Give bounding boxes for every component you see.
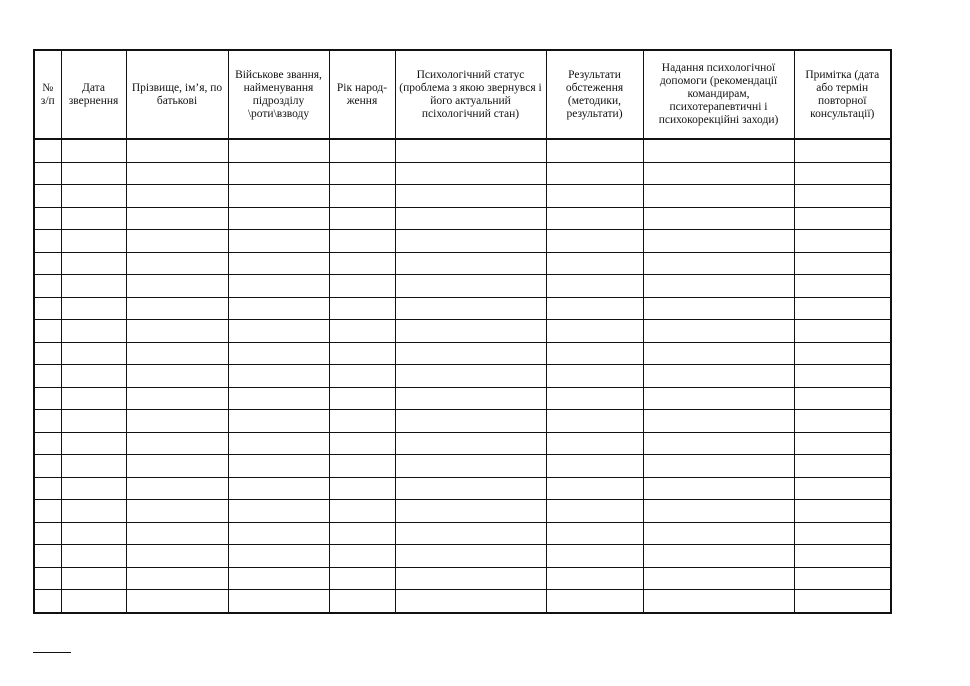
table-cell: [126, 275, 228, 298]
table-cell: [329, 139, 395, 162]
col-header-exam-results: Результати обстеження (методики, результати): [546, 50, 643, 139]
col-header-birth-year: Рік народ-ження: [329, 50, 395, 139]
table-body: [34, 139, 891, 613]
table-cell: [61, 500, 126, 523]
table-cell: [329, 275, 395, 298]
table-cell: [228, 297, 329, 320]
table-cell: [61, 162, 126, 185]
footnote-rule: [33, 652, 71, 653]
table-cell: [643, 410, 794, 433]
table-cell: [61, 590, 126, 613]
table-cell: [794, 500, 891, 523]
table-cell: [794, 252, 891, 275]
table-cell: [546, 139, 643, 162]
table-cell: [126, 410, 228, 433]
table-cell: [395, 162, 546, 185]
table-cell: [546, 320, 643, 343]
table-cell: [228, 477, 329, 500]
table-cell: [329, 207, 395, 230]
table-cell: [34, 477, 61, 500]
table-cell: [794, 230, 891, 253]
table-cell: [34, 230, 61, 253]
table-cell: [34, 545, 61, 568]
table-cell: [228, 342, 329, 365]
table-cell: [126, 139, 228, 162]
table-header: [34, 50, 891, 139]
table-cell: [126, 545, 228, 568]
table-cell: [395, 522, 546, 545]
table-cell: [643, 139, 794, 162]
table-cell: [34, 275, 61, 298]
col-header-assistance: Надання психологічної допомоги (рекомендації командирам, психотерапевтичні і психокорекційні заходи): [643, 50, 794, 139]
table-cell: [228, 590, 329, 613]
table-row: [34, 297, 891, 320]
table-cell: [794, 567, 891, 590]
table-cell: [643, 545, 794, 568]
table-cell: [126, 500, 228, 523]
table-cell: [546, 567, 643, 590]
table-cell: [395, 455, 546, 478]
table-cell: [395, 365, 546, 388]
table-cell: [126, 455, 228, 478]
table-row: [34, 432, 891, 455]
table-row: [34, 455, 891, 478]
table-cell: [329, 162, 395, 185]
table-cell: [126, 432, 228, 455]
table-row: [34, 410, 891, 433]
table-cell: [395, 387, 546, 410]
table-cell: [329, 567, 395, 590]
table-cell: [61, 545, 126, 568]
table-cell: [228, 567, 329, 590]
table-cell: [794, 185, 891, 208]
table-cell: [395, 185, 546, 208]
table-cell: [126, 590, 228, 613]
table-cell: [329, 545, 395, 568]
col-header-date: Дата звернення: [61, 50, 126, 139]
table-row: [34, 522, 891, 545]
table-cell: [228, 545, 329, 568]
table-cell: [34, 432, 61, 455]
table-cell: [395, 477, 546, 500]
table-cell: [395, 230, 546, 253]
table-cell: [228, 207, 329, 230]
table-cell: [643, 252, 794, 275]
table-cell: [61, 320, 126, 343]
table-cell: [643, 387, 794, 410]
table-cell: [61, 207, 126, 230]
table-row: [34, 477, 891, 500]
table-cell: [643, 365, 794, 388]
table-cell: [34, 522, 61, 545]
table-cell: [34, 500, 61, 523]
table-cell: [329, 230, 395, 253]
table-cell: [794, 139, 891, 162]
col-header-full-name: Прізвище, ім’я, по батькові: [126, 50, 228, 139]
table-cell: [395, 500, 546, 523]
table-cell: [329, 410, 395, 433]
table-cell: [61, 455, 126, 478]
table-cell: [34, 567, 61, 590]
table-cell: [34, 365, 61, 388]
table-cell: [61, 185, 126, 208]
table-cell: [61, 387, 126, 410]
table-cell: [329, 477, 395, 500]
table-row: [34, 275, 891, 298]
table-cell: [643, 275, 794, 298]
table-cell: [794, 162, 891, 185]
table-cell: [395, 207, 546, 230]
table-row: [34, 342, 891, 365]
table-row: [34, 185, 891, 208]
table-cell: [546, 432, 643, 455]
table-row: [34, 567, 891, 590]
table-cell: [546, 342, 643, 365]
table-cell: [34, 252, 61, 275]
table-cell: [34, 297, 61, 320]
table-cell: [126, 342, 228, 365]
table-cell: [126, 387, 228, 410]
table-row: [34, 590, 891, 613]
table-cell: [643, 342, 794, 365]
table-cell: [643, 162, 794, 185]
table-cell: [643, 500, 794, 523]
table-cell: [126, 477, 228, 500]
table-cell: [546, 297, 643, 320]
table-cell: [228, 410, 329, 433]
table-cell: [329, 455, 395, 478]
table-cell: [546, 252, 643, 275]
table-cell: [34, 207, 61, 230]
table-cell: [34, 139, 61, 162]
table-cell: [126, 297, 228, 320]
col-header-psych-status: Психологічний статус (проблема з якою звернувся і його актуальний псіхологічний стан): [395, 50, 546, 139]
table-cell: [395, 410, 546, 433]
table-cell: [794, 455, 891, 478]
table-cell: [61, 477, 126, 500]
table-cell: [329, 342, 395, 365]
table-cell: [228, 522, 329, 545]
table-cell: [61, 410, 126, 433]
table-cell: [643, 185, 794, 208]
table-cell: [546, 522, 643, 545]
table-cell: [126, 320, 228, 343]
table-cell: [61, 567, 126, 590]
table-cell: [643, 455, 794, 478]
table-cell: [329, 365, 395, 388]
table-cell: [395, 275, 546, 298]
table-cell: [643, 297, 794, 320]
table-cell: [643, 477, 794, 500]
table-cell: [546, 455, 643, 478]
table-row: [34, 365, 891, 388]
table-cell: [546, 207, 643, 230]
table-cell: [34, 320, 61, 343]
table-cell: [329, 590, 395, 613]
table-cell: [34, 185, 61, 208]
table-cell: [794, 477, 891, 500]
table-cell: [61, 522, 126, 545]
table-cell: [126, 185, 228, 208]
table-cell: [61, 297, 126, 320]
table-cell: [61, 252, 126, 275]
table-cell: [794, 432, 891, 455]
table-cell: [228, 500, 329, 523]
table-cell: [126, 365, 228, 388]
table-cell: [546, 477, 643, 500]
table-cell: [395, 545, 546, 568]
table-cell: [794, 365, 891, 388]
table-cell: [643, 230, 794, 253]
table-cell: [643, 522, 794, 545]
table-cell: [126, 567, 228, 590]
table-cell: [546, 185, 643, 208]
table-cell: [794, 410, 891, 433]
table-cell: [546, 365, 643, 388]
table-cell: [228, 365, 329, 388]
table-cell: [126, 230, 228, 253]
table-cell: [329, 252, 395, 275]
table-cell: [228, 252, 329, 275]
table-cell: [61, 432, 126, 455]
table-cell: [34, 455, 61, 478]
table-cell: [61, 230, 126, 253]
table-cell: [643, 207, 794, 230]
table-cell: [794, 207, 891, 230]
table-cell: [546, 590, 643, 613]
table-cell: [228, 185, 329, 208]
table-cell: [794, 590, 891, 613]
table-cell: [126, 207, 228, 230]
table-cell: [329, 522, 395, 545]
table-cell: [126, 162, 228, 185]
table-cell: [329, 500, 395, 523]
table-cell: [794, 297, 891, 320]
table-cell: [395, 252, 546, 275]
table-cell: [34, 410, 61, 433]
table-cell: [126, 522, 228, 545]
col-header-rank-unit: Військове звання, найменування підрозділу \роти\взводу: [228, 50, 329, 139]
table-cell: [794, 522, 891, 545]
table-cell: [228, 275, 329, 298]
table-cell: [546, 387, 643, 410]
table-cell: [228, 230, 329, 253]
table-cell: [794, 320, 891, 343]
consultation-log-table: [33, 49, 892, 614]
table-cell: [61, 342, 126, 365]
header-row: [34, 50, 891, 139]
col-header-note: Примітка (дата або термін повторної консультації): [794, 50, 891, 139]
table-cell: [794, 275, 891, 298]
table-cell: [395, 297, 546, 320]
table-cell: [228, 432, 329, 455]
table-cell: [228, 320, 329, 343]
table-row: [34, 252, 891, 275]
table-cell: [61, 365, 126, 388]
table-cell: [329, 320, 395, 343]
table-cell: [228, 455, 329, 478]
table-cell: [228, 162, 329, 185]
table-cell: [329, 297, 395, 320]
table-row: [34, 500, 891, 523]
table-cell: [395, 567, 546, 590]
table-cell: [34, 387, 61, 410]
table-cell: [329, 185, 395, 208]
table-cell: [126, 252, 228, 275]
table-cell: [643, 320, 794, 343]
table-cell: [34, 342, 61, 365]
table-cell: [395, 139, 546, 162]
table-cell: [794, 342, 891, 365]
table-cell: [794, 545, 891, 568]
table-row: [34, 139, 891, 162]
table-cell: [546, 162, 643, 185]
table-cell: [34, 590, 61, 613]
table-cell: [395, 432, 546, 455]
table-cell: [61, 275, 126, 298]
table-row: [34, 387, 891, 410]
table-cell: [329, 387, 395, 410]
table-cell: [395, 342, 546, 365]
table-cell: [228, 387, 329, 410]
table-cell: [546, 410, 643, 433]
table-cell: [643, 432, 794, 455]
table-cell: [228, 139, 329, 162]
table-cell: [643, 590, 794, 613]
table-cell: [329, 432, 395, 455]
table-cell: [395, 320, 546, 343]
col-header-number: № з/п: [34, 50, 61, 139]
table-cell: [546, 500, 643, 523]
table-cell: [61, 139, 126, 162]
table-cell: [34, 162, 61, 185]
table-cell: [546, 545, 643, 568]
table-row: [34, 162, 891, 185]
table-cell: [643, 567, 794, 590]
table-row: [34, 207, 891, 230]
table-cell: [395, 590, 546, 613]
table-row: [34, 320, 891, 343]
table-cell: [794, 387, 891, 410]
table-row: [34, 545, 891, 568]
table-cell: [546, 230, 643, 253]
table-cell: [546, 275, 643, 298]
table-row: [34, 230, 891, 253]
